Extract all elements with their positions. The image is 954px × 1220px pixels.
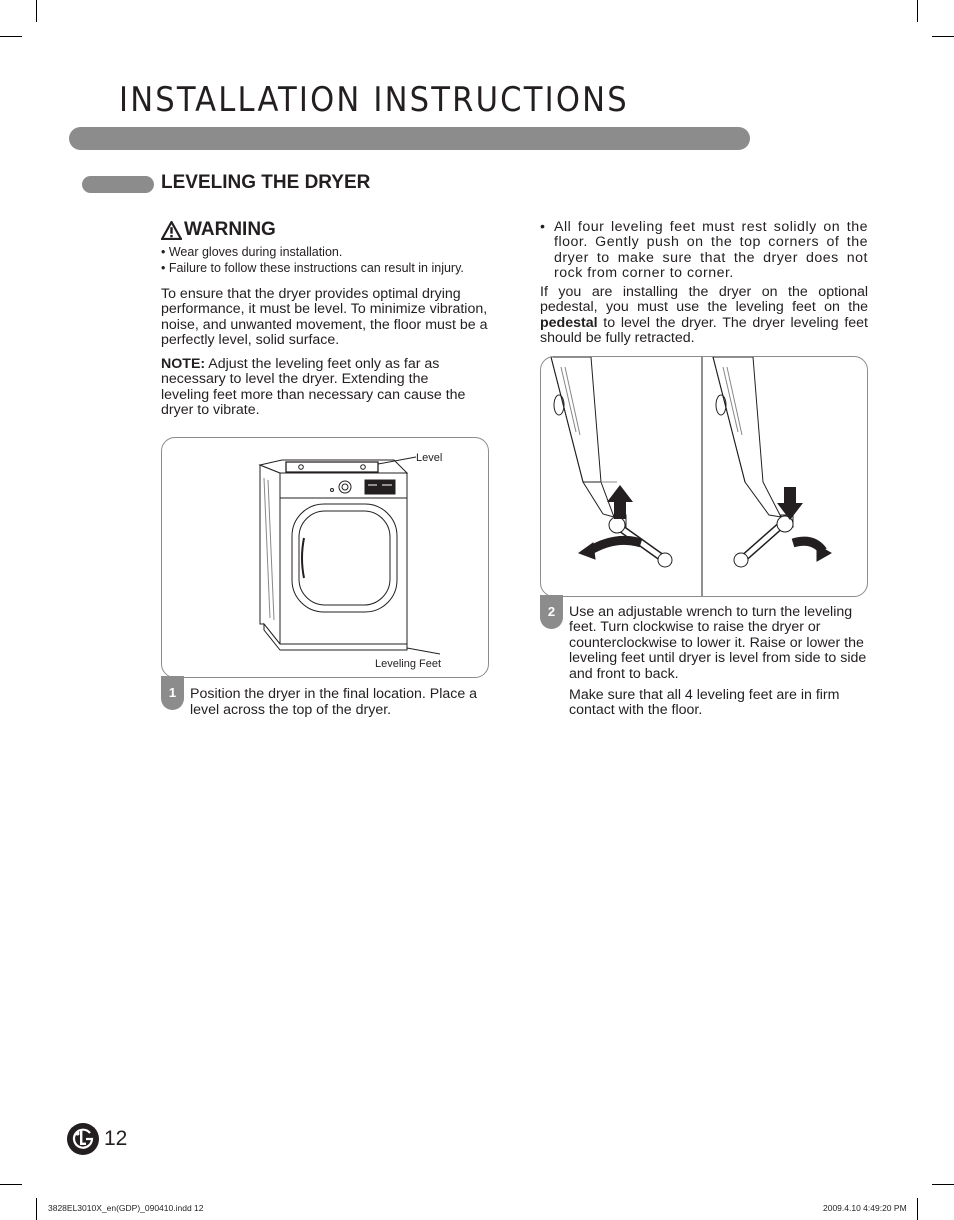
feet-bullet xyxy=(540,220,868,282)
warning-triangle-icon xyxy=(161,221,182,240)
crop-mark xyxy=(917,1198,918,1220)
warning-label: WARNING xyxy=(184,219,276,240)
pedestal-paragraph xyxy=(540,285,868,347)
note-label: NOTE: xyxy=(161,356,206,372)
warning-bullet: • Wear gloves during installation. xyxy=(161,245,343,259)
figure-wrench-feet xyxy=(540,356,868,597)
warning-bullet: • Failure to follow these instructions can result in injury. xyxy=(161,261,464,275)
crop-mark xyxy=(0,36,22,37)
step2-text-2: Make sure that all 4 leveling feet are in firm contact with the floor. xyxy=(569,687,840,719)
step-number-badge: 1 xyxy=(161,676,184,710)
section-pill-marker xyxy=(82,176,154,193)
bullet-dot-icon: • xyxy=(540,219,545,235)
step-number-badge: 2 xyxy=(540,595,563,629)
page-title: INSTALLATION INSTRUCTIONS xyxy=(119,80,629,120)
footer-timestamp: 2009.4.10 4:49:20 PM xyxy=(823,1203,907,1213)
label-leveling-feet: Leveling Feet xyxy=(375,658,442,670)
wrench-illustration xyxy=(541,357,867,596)
dryer-illustration xyxy=(162,438,488,677)
note-paragraph xyxy=(161,357,466,419)
crop-mark xyxy=(0,1184,22,1185)
crop-mark xyxy=(932,36,954,37)
section-title: LEVELING THE DRYER xyxy=(161,172,371,193)
warning-heading xyxy=(161,219,276,241)
step2-text: Use an adjustable wrench to turn the leveling feet. Turn clockwise to raise the dryer or counterclockwise to lower it. Raise or lower the leveling feet until dryer is level from side to side and front to back. xyxy=(569,604,867,682)
crop-mark xyxy=(36,1198,37,1220)
footer-filename: 3828EL3010X_en(GDP)_090410.indd 12 xyxy=(48,1203,204,1213)
pedestal-text-pre: If you are installing the dryer on the optional pedestal, you must use the leveling feet on the xyxy=(540,284,868,316)
feet-bullet-text: All four leveling feet must rest solidly on the floor. Gently push on the top corners of the dryer to make sure that the dryer does not rock from corner to corner. xyxy=(554,219,868,282)
page-number: 12 xyxy=(104,1127,128,1150)
crop-mark xyxy=(917,0,918,22)
label-level: Level xyxy=(416,452,443,464)
figure-dryer-level xyxy=(161,437,489,678)
step1-text: Position the dryer in the final location. Place a level across the top of the dryer. xyxy=(190,686,478,718)
note-text: Adjust the leveling feet only as far as necessary to level the dryer. Extending the leveling feet more than necessary can cause the dryer to vibrate. xyxy=(161,356,466,419)
title-bar-divider xyxy=(69,127,750,150)
pedestal-bold: pedestal xyxy=(540,314,598,331)
lg-logo-icon xyxy=(66,1122,100,1156)
crop-mark xyxy=(932,1184,954,1185)
pedestal-text-post: to level the dryer. The dryer leveling feet should be fully retracted. xyxy=(540,314,868,347)
crop-mark xyxy=(36,0,37,22)
intro-paragraph: To ensure that the dryer provides optimal drying performance, it must be level. To minimize vibration, noise, and unwanted movement, the floor must be a perfectly level, solid surface. xyxy=(161,286,488,349)
